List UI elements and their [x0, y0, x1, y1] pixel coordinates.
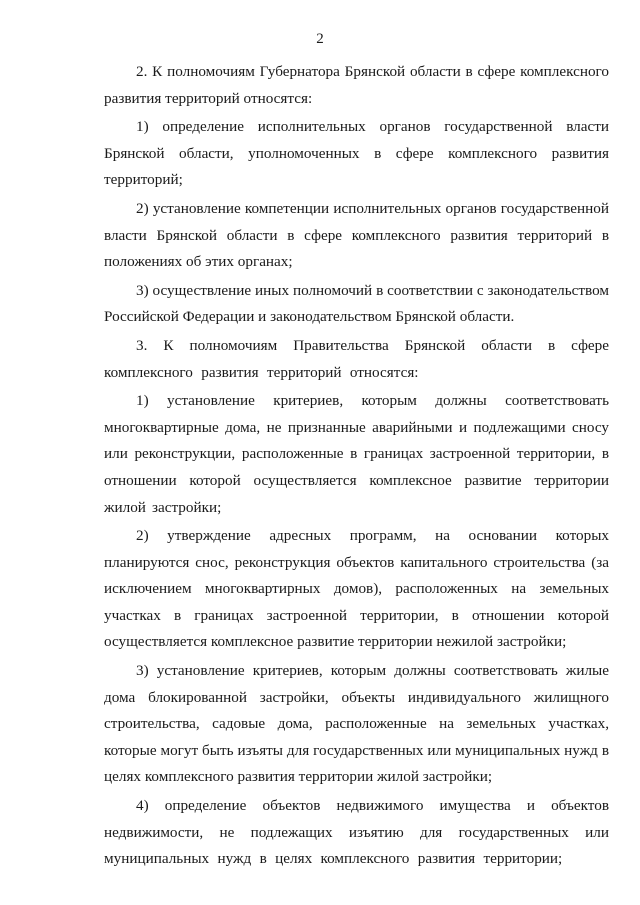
paragraph-government-powers: 3. К полномочиям Правительства Брянской области в сфере комплексного развития территорий относятся: — [104, 336, 609, 381]
document-body — [104, 59, 609, 875]
paragraph-governor-item-3: 3) осуществление иных полномочий в соответствии с законодательством Российской Федерации и законодательством Брянской области. — [104, 281, 609, 326]
paragraph-government-item-4: 4) определение объектов недвижимого имущества и объектов недвижимости, не подлежащих изъятию для государственных или муниципальных нужд в целях комплексного развития территории; — [104, 797, 609, 868]
page-number: 2 — [316, 31, 324, 47]
paragraph-governor-powers: 2. К полномочиям Губернатора Брянской области в сфере комплексного развития территорий относятся: — [104, 63, 609, 107]
paragraph-government-item-2: 2) утверждение адресных программ, на основании которых планируются снос, реконструкция объектов капитального строительства (за исключением многоквартирных домов), расположенных на земельных участках в границах застроенной территории, в отношении которой осуществляется комплексное развитие территории нежилой застройки; — [104, 527, 609, 651]
paragraph-governor-item-2: 2) установление компетенции исполнительных органов государственной власти Брянской области в сфере комплексного развития территорий в положениях об этих органах; — [104, 199, 609, 271]
paragraph-governor-item-1: 1) определение исполнительных органов государственной власти Брянской области, уполномоченных в сфере комплексного развития территорий; — [104, 118, 609, 189]
paragraph-government-item-1: 1) установление критериев, которым должны соответствовать многоквартирные дома, не признанные аварийными и подлежащими сносу или реконструкции, расположенные в границах застроенной территории, в отношении которой осуществляется комплексное развитие территории жилой застройки; — [104, 392, 609, 516]
paragraph-government-item-3: 3) установление критериев, которым должны соответствовать жилые дома блокированной застройки, объекты индивидуального жилищного строительства, садовые дома, расположенные на земельных участках, которые могут быть изъяты для государственных или муниципальных нужд в целях комплексного развития территории жилой застройки; — [104, 662, 609, 786]
